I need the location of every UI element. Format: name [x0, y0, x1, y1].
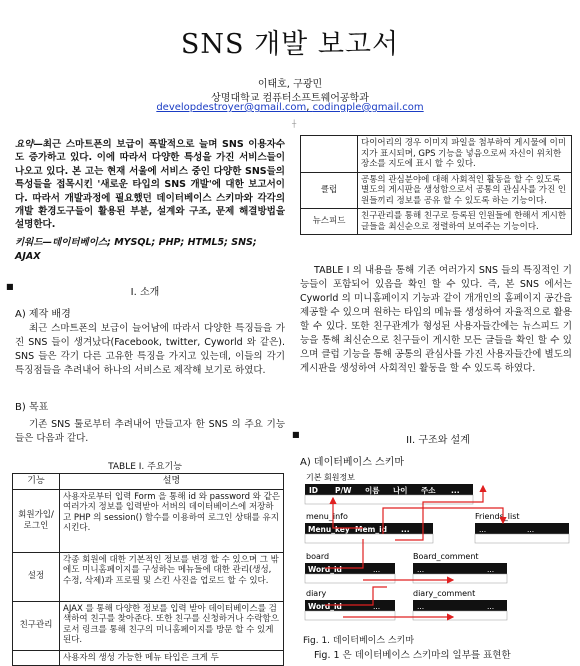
cell-name: 클럽 — [301, 172, 358, 209]
cell-name: 뉴스피드 — [301, 209, 358, 235]
abstract-text: 최근 스마트폰의 보급이 폭발적으로 늘며 SNS 이용자수도 증가하고 있다. 이에 따라서 다양한 특성을 가진 서비스들이 나오고 있다. 본 고는 현재 서울에 서비스 중인 다양한 SNS들의 특성들을 접목시킨 '새로운 타입의 SNS 개발'에 대한 보고서이다. 따라서 개발과정에 필요했던 데이터베이스 스키마와 각각의 개발 환경도구들이 활용된 부분, 설계와 구조, 문제 해결방법을 설명한다. — [15, 139, 285, 231]
cell-desc: 친구관리를 통해 친구로 등록된 인원들에 한해서 게시한 글들을 최신순으로 정렬하여 보여주는 기능이다. — [358, 209, 572, 235]
emails — [0, 102, 580, 113]
abstract — [15, 138, 285, 232]
section-1a-para: 최근 스마트폰의 보급이 늘어남에 따라서 다양한 특징들을 가진 SNS 들이 생겨났다(Facebook, twitter, Cyworld 와 같은). SNS 들은 각기 다른 고유한 특징을 가지고 있는데, 이들의 각기 특징점들을 추려내어 하나의 서비스로 제작해 보기로 하였다. — [15, 323, 285, 376]
cell-name: 회원가입/로그인 — [13, 489, 60, 552]
email-separator: , — [306, 102, 313, 113]
affiliation: 상명대학교 컴퓨터소프트웨어공학과 — [211, 93, 369, 104]
cell-desc: 사용자의 생성 가능한 메뉴 타입은 크게 두 — [60, 650, 284, 666]
member-col: 주소 — [421, 486, 436, 495]
member-col: P/W — [335, 486, 352, 495]
col-header-desc: 설명 — [60, 474, 284, 490]
cell-desc: 각종 회원에 대한 기본적인 정보를 변경 할 수 있으며 그 밖에도 미니홈페이지를 구성하는 메뉴들에 대한 관리(생성, 수정, 삭제)과 프로필 및 스킨 사진을 업로드 할 수 있다. — [60, 552, 284, 601]
table-label-diary-comment: diary_comment — [413, 589, 476, 598]
friends-col: ... — [527, 525, 535, 534]
board-col: ... — [373, 565, 381, 574]
table-row — [13, 552, 284, 601]
email-link-1[interactable]: developdestroyer@gmail.com — [156, 102, 307, 113]
bullet-marker: ■ — [292, 430, 300, 439]
member-col: 이름 — [365, 486, 380, 495]
table-row — [13, 489, 284, 552]
section-1a-heading: A) 제작 배경 — [15, 309, 71, 320]
page-title: SNS 개발 보고서 — [180, 29, 400, 60]
section-1b-para: 기존 SNS 툴로부터 추려내어 만들고자 한 SNS 의 주요 기능들은 다음과 같다. — [15, 419, 285, 444]
section-1b-heading: B) 목표 — [15, 402, 49, 413]
email-link-2[interactable]: codingple@gmail.com — [312, 102, 424, 113]
table-row — [301, 172, 572, 209]
diaryc-col: ... — [417, 602, 425, 611]
keywords-label: 키워드 — [15, 237, 43, 248]
friends-col: ... — [479, 525, 487, 534]
table-1 — [12, 473, 284, 666]
menu-col: Menu_key — [308, 525, 350, 534]
keywords-text: 데이터베이스; MYSQL; PHP; HTML5; SNS; AJAX — [15, 237, 257, 262]
bullet-marker: ■ — [6, 282, 14, 291]
table-label-menu: menu_info — [306, 512, 348, 521]
table-1-continued — [300, 135, 572, 235]
cell-name — [301, 136, 358, 173]
table-label-member: 기본 회원정보 — [306, 473, 355, 482]
member-col: 나이 — [393, 486, 408, 495]
member-col: ID — [309, 486, 319, 495]
diary-col: ... — [373, 602, 381, 611]
member-col: ... — [451, 486, 460, 495]
section-1-heading: I. 소개 — [130, 287, 160, 298]
margin-marker: ┼ — [292, 120, 297, 128]
keywords: 키워드—데이터베이스; MYSQL; PHP; HTML5; SNS; AJAX — [15, 237, 257, 262]
figure-1-caption: Fig. 1. 데이터베이스 스키마 — [303, 636, 415, 646]
menu-col: ... — [401, 525, 410, 534]
boardc-col: ... — [487, 565, 495, 574]
boardc-col: ... — [417, 565, 425, 574]
cell-desc: 공통의 관심분야에 대해 사회적인 활동을 할 수 있도록 별도의 게시판을 생성함으로서 공통의 관심사를 가진 인원들끼리 정보를 공유 할 수 있도록 하는 기능이다. — [358, 172, 572, 209]
member-table — [305, 484, 473, 504]
cell-name — [13, 650, 60, 666]
table-label-friends: Friends_list — [475, 512, 520, 521]
friends-table — [475, 523, 569, 543]
cell-name: 설정 — [13, 552, 60, 601]
menu-col: Mem_id — [355, 525, 388, 534]
section-2a-heading: A) 데이터베이스 스키마 — [300, 457, 405, 468]
table-header-row — [13, 474, 284, 490]
table-row — [301, 136, 572, 173]
table-label-board-comment: Board_comment — [413, 552, 479, 561]
table-row — [301, 209, 572, 235]
diaryc-col: ... — [487, 602, 495, 611]
table-label-board: board — [306, 552, 330, 561]
cell-desc: AJAX 를 통해 다양한 정보를 입력 받아 데이터베이스를 검색하여 친구를 찾아준다. 또한 친구를 신청하거나 수락함으로서 링크를 통해 친구의 미니홈페이지를 방문 할 수 있게 된다. — [60, 601, 284, 650]
cell-desc: 다이어리의 경우 이미지 파일을 첨부하여 게시물에 이미지가 표시되며, GPS 기능을 넣음으로써 자신이 위치한 장소를 지도에 표시 할 수 있다. — [358, 136, 572, 173]
section-2-heading: II. 구조와 설계 — [406, 435, 470, 446]
board-col: Word_id — [308, 565, 342, 574]
authors: 이태호, 구광민 — [257, 79, 323, 90]
diary-col: Word_id — [308, 602, 342, 611]
figure-1-next-line: Fig. 1 은 데이터베이스 스키마의 일부를 표현한 — [314, 650, 511, 661]
table-row — [13, 601, 284, 650]
table-label-diary: diary — [306, 589, 327, 598]
abstract-dash: — — [33, 139, 43, 150]
right-column-para: TABLE I 의 내용을 통해 기존 여러가지 SNS 들의 특징적인 기능들이 포함되어 있음을 확인 할 수 있다. 즉, 본 SNS 에서는 Cyworld 의 미니홈페이지 기능과 같이 개개인의 홈페이지 공간을 제공할 수 있으며 원하는 타입의 메뉴를 생성하여 자율적으로 활용 할 수 있다. 또한 친구관계가 형성된 사용자들간에는 뉴스피드 기능을 통해 최신순으로 친구들이 게시한 모든 글들을 확인 할 수 있으며 클럽 기능을 통해 공통의 관심사를 가진 사용자들간에 별도의 게시판을 생성하여 사회적인 활동을 할 수 있도록 하였다. — [300, 265, 572, 374]
cell-name: 친구관리 — [13, 601, 60, 650]
abstract-label: 요약 — [15, 139, 34, 150]
db-schema-diagram — [303, 472, 573, 627]
cell-desc: 사용자로부터 입력 Form 을 통해 id 와 password 와 같은 여러가지 정보를 입력받아 서버의 데이터베이스에 저장하고 PHP 의 session() 함수를 이용하여 로그인 상태를 유지시킨다. — [60, 489, 284, 552]
table-row — [13, 650, 284, 666]
col-header-name: 기능 — [13, 474, 60, 490]
table-1-caption: TABLE I. 주요기능 — [108, 462, 182, 472]
